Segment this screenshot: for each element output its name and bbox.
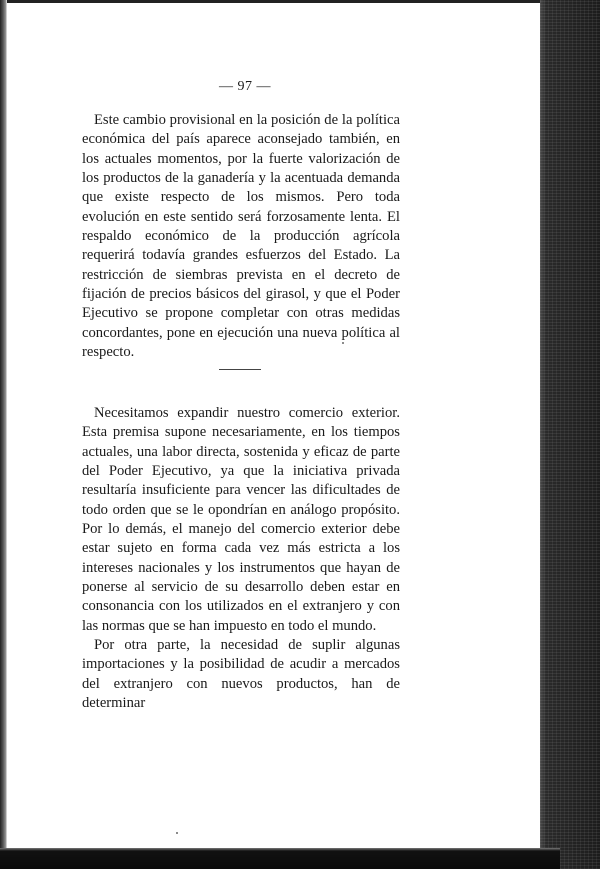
scan-top-edge — [0, 0, 540, 3]
scan-speck — [342, 342, 344, 344]
paragraph: Necesitamos expandir nuestro comercio exterior. Esta premisa supone necesariamente, en los tiempos actuales, una labor directa, sostenida y eficaz de parte del Poder Ejecutivo, ya que la iniciativa privada resultaría insuficiente para vencer las dificultades de todo orden que se le opondrían en análogo propósito. Por lo demás, el manejo del comercio exterior debe estar sujeto en forma cada vez más estricta a los intereses nacionales y los instrumentos que hayan de ponerse al servicio de su desarrollo deben estar en consonancia con los utilizados en el extranjero y con las normas que se han impuesto en todo el mundo. — [82, 405, 400, 634]
scan-dark-margin — [540, 0, 600, 869]
paragraph: Este cambio provisional en la posición de la política económica del país aparece aconsejado también, en los actuales momentos, por la fuerte valorización de los productos de la ganadería y la acentuada demanda que existe respecto de los mismos. Pero toda evolución en este sentido será forzosamente lenta. El respaldo económico de la producción agrícola requerirá todavía grandes esfuerzos del Estado. La restricción de siembras prevista en el decreto de fijación de precios básicos del girasol, y que el Poder Ejecutivo se propone completar con otras medidas concordantes, pone en ejecución una nueva política al respecto. — [82, 112, 400, 361]
text-section-2 — [82, 404, 400, 714]
page-number: — 97 — — [219, 79, 271, 94]
text-section-1 — [82, 111, 400, 362]
scan-binding-edge — [0, 0, 7, 869]
scan-bottom-edge — [0, 848, 560, 869]
section-separator — [219, 369, 261, 370]
paragraph: Por otra parte, la necesidad de suplir algunas importaciones y la posibilidad de acudir a mercados del extranjero con nuevos productos, han de determinar — [82, 637, 400, 712]
scan-speck — [176, 832, 178, 834]
